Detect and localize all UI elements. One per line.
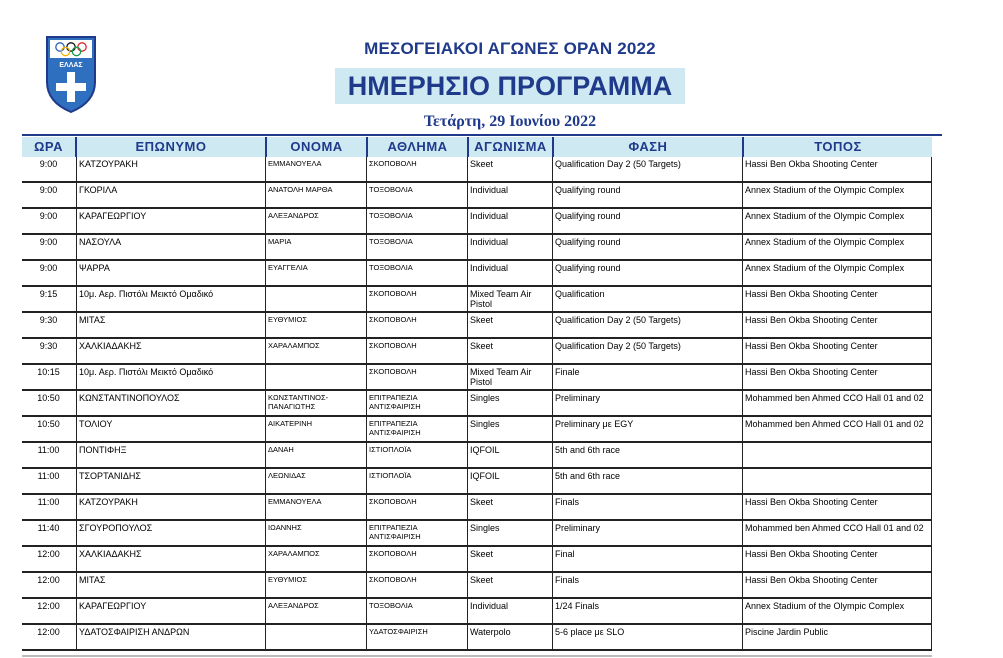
table-row	[22, 469, 932, 495]
cell-name: ΧΑΡΑΛΑΜΠΟΣ	[265, 547, 366, 571]
cell-time: 9:00	[39, 211, 58, 221]
cell-sport: ΣΚΟΠΟΒΟΛΗ	[366, 573, 467, 597]
table-row	[22, 261, 932, 287]
cell-sport: ΣΚΟΠΟΒΟΛΗ	[366, 287, 467, 311]
col-header-name: ΟΝΟΜΑ	[290, 139, 343, 154]
cell-time: 11:00	[37, 497, 60, 507]
cell-event: Singles	[467, 417, 552, 441]
table-row	[22, 495, 932, 521]
cell-phase: Preliminary με EGY	[552, 417, 742, 441]
cell-phase: Qualification Day 2 (50 Targets)	[552, 339, 742, 363]
cell-venue: Annex Stadium of the Olympic Complex	[742, 235, 932, 259]
cell-venue: Mohammed ben Ahmed CCO Hall 01 and 02	[742, 521, 932, 545]
cell-surname: ΨΑΡΡΑ	[76, 261, 265, 285]
cell-event: Mixed Team Air Pistol	[467, 365, 552, 389]
cell-surname: ΥΔΑΤΟΣΦΑΙΡΙΣΗ ΑΝΔΡΩΝ	[76, 625, 265, 649]
cell-name: ΛΕΩΝΙΔΑΣ	[265, 469, 366, 493]
cell-surname: ΤΟΛΙΟΥ	[76, 417, 265, 441]
cell-venue: Hassi Ben Okba Shooting Center	[742, 313, 932, 337]
cell-venue: Annex Stadium of the Olympic Complex	[742, 183, 932, 207]
cell-sport: ΙΣΤΙΟΠΛΟΪΑ	[366, 469, 467, 493]
hellenic-olympic-committee-logo	[44, 34, 98, 114]
cell-surname: ΚΑΤΖΟΥΡΑΚΗ	[76, 495, 265, 519]
table-row	[22, 313, 932, 339]
cell-venue	[742, 469, 932, 493]
cell-time: 10:15	[37, 367, 60, 377]
col-header-sport: ΑΘΛΗΜΑ	[387, 139, 448, 154]
cell-sport: ΕΠΙΤΡΑΠΕΖΙΑ ΑΝΤΙΣΦΑΙΡΙΣΗ	[366, 391, 467, 415]
cell-name: ΑΙΚΑΤΕΡΙΝΗ	[265, 417, 366, 441]
cell-venue: Hassi Ben Okba Shooting Center	[742, 365, 932, 389]
cell-name: ΑΛΕΞΑΝΔΡΟΣ	[265, 209, 366, 233]
table-row	[22, 547, 932, 573]
table-bottom-rule	[22, 655, 932, 657]
cell-name: ΑΝΑΤΟΛΗ ΜΑΡΘΑ	[265, 183, 366, 207]
cell-surname: 10μ. Αερ. Πιστόλι Μεικτό Ομαδικό	[76, 287, 265, 311]
cell-sport: ΤΟΞΟΒΟΛΙΑ	[366, 183, 467, 207]
cell-event: Individual	[467, 599, 552, 623]
schedule-title: ΗΜΕΡΗΣΙΟ ΠΡΟΓΡΑΜΜΑ	[335, 68, 685, 104]
cell-name: ΔΑΝΑΗ	[265, 443, 366, 467]
cell-name	[265, 287, 366, 311]
cell-event: Individual	[467, 209, 552, 233]
cell-event: IQFOIL	[467, 443, 552, 467]
cell-time: 10:50	[37, 419, 60, 429]
col-header-venue: ΤΟΠΟΣ	[814, 139, 862, 154]
cell-surname: ΚΑΤΖΟΥΡΑΚΗ	[76, 157, 265, 181]
cell-phase: Finals	[552, 495, 742, 519]
table-row	[22, 209, 932, 235]
cell-surname: ΠΟΝΤΙΦΗΞ	[76, 443, 265, 467]
cell-venue: Hassi Ben Okba Shooting Center	[742, 157, 932, 181]
cell-time: 9:00	[39, 159, 58, 169]
cell-surname: ΚΩΝΣΤΑΝΤΙΝΟΠΟΥΛΟΣ	[76, 391, 265, 415]
cell-event: Skeet	[467, 573, 552, 597]
table-row	[22, 365, 932, 391]
cell-event: Mixed Team Air Pistol	[467, 287, 552, 311]
table-row	[22, 443, 932, 469]
cell-name: ΕΥΑΓΓΕΛΙΑ	[265, 261, 366, 285]
cell-phase: Preliminary	[552, 391, 742, 415]
cell-venue: Annex Stadium of the Olympic Complex	[742, 599, 932, 623]
cell-sport: ΤΟΞΟΒΟΛΙΑ	[366, 599, 467, 623]
cell-sport: ΣΚΟΠΟΒΟΛΗ	[366, 547, 467, 571]
cell-phase: 5-6 place με SLO	[552, 625, 742, 649]
cell-time: 12:00	[37, 575, 60, 585]
cell-venue: Hassi Ben Okba Shooting Center	[742, 287, 932, 311]
cell-time: 9:30	[39, 315, 58, 325]
cell-phase: Qualification	[552, 287, 742, 311]
cell-venue: Annex Stadium of the Olympic Complex	[742, 261, 932, 285]
event-title: ΜΕΣΟΓΕΙΑΚΟΙ ΑΓΩΝΕΣ ΟΡΑΝ 2022	[364, 39, 656, 58]
cell-name: ΕΜΜΑΝΟΥΕΛΑ	[265, 495, 366, 519]
cell-event: Waterpolo	[467, 625, 552, 649]
cell-name: ΙΩΑΝΝΗΣ	[265, 521, 366, 545]
cell-time: 9:30	[39, 341, 58, 351]
cell-venue	[742, 443, 932, 467]
cell-name: ΕΥΘΥΜΙΟΣ	[265, 313, 366, 337]
cell-time: 11:00	[37, 471, 60, 481]
cell-time: 9:15	[39, 289, 58, 299]
cell-event: Skeet	[467, 495, 552, 519]
cell-event: Skeet	[467, 157, 552, 181]
table-row	[22, 521, 932, 547]
cell-event: Singles	[467, 521, 552, 545]
cell-surname: 10μ. Αερ. Πιστόλι Μεικτό Ομαδικό	[76, 365, 265, 389]
cell-time: 10:50	[37, 393, 60, 403]
table-row	[22, 417, 932, 443]
col-header-phase: ΦΑΣΗ	[628, 139, 668, 154]
cell-sport: ΕΠΙΤΡΑΠΕΖΙΑ ΑΝΤΙΣΦΑΙΡΙΣΗ	[366, 417, 467, 441]
cell-event: Singles	[467, 391, 552, 415]
cell-surname: ΓΚΟΡΙΛΑ	[76, 183, 265, 207]
cell-sport: ΙΣΤΙΟΠΛΟΪΑ	[366, 443, 467, 467]
cell-venue: Hassi Ben Okba Shooting Center	[742, 547, 932, 571]
cell-sport: ΣΚΟΠΟΒΟΛΗ	[366, 313, 467, 337]
table-row	[22, 157, 932, 183]
table-row	[22, 235, 932, 261]
table-row	[22, 599, 932, 625]
cell-sport: ΤΟΞΟΒΟΛΙΑ	[366, 235, 467, 259]
cell-venue: Piscine Jardin Public	[742, 625, 932, 649]
schedule-table-body	[22, 157, 932, 651]
cell-event: Skeet	[467, 547, 552, 571]
logo-text: ΕΛΛΑΣ	[59, 62, 83, 69]
cell-name: ΕΥΘΥΜΙΟΣ	[265, 573, 366, 597]
table-row	[22, 391, 932, 417]
cell-venue: Hassi Ben Okba Shooting Center	[742, 339, 932, 363]
cell-event: Individual	[467, 235, 552, 259]
table-row	[22, 287, 932, 313]
cell-name: ΚΩΝΣΤΑΝΤΙΝΟΣ-ΠΑΝΑΓΙΩΤΗΣ	[265, 391, 366, 415]
cell-name	[265, 365, 366, 389]
cell-name: ΑΛΕΞΑΝΔΡΟΣ	[265, 599, 366, 623]
cell-surname: ΜΙΤΑΣ	[76, 573, 265, 597]
cell-surname: ΝΑΣΟΥΛΑ	[76, 235, 265, 259]
cell-surname: ΤΣΟΡΤΑΝΙΔΗΣ	[76, 469, 265, 493]
schedule-date: Τετάρτη, 29 Ιουνίου 2022	[423, 113, 597, 130]
cell-phase: Preliminary	[552, 521, 742, 545]
cell-surname: ΜΙΤΑΣ	[76, 313, 265, 337]
cell-sport: ΣΚΟΠΟΒΟΛΗ	[366, 339, 467, 363]
cell-event: Skeet	[467, 339, 552, 363]
table-row	[22, 625, 932, 651]
cell-sport: ΕΠΙΤΡΑΠΕΖΙΑ ΑΝΤΙΣΦΑΙΡΙΣΗ	[366, 521, 467, 545]
cell-event: IQFOIL	[467, 469, 552, 493]
cell-time: 12:00	[37, 601, 60, 611]
cell-phase: Qualifying round	[552, 183, 742, 207]
cell-time: 12:00	[37, 627, 60, 637]
col-header-event: ΑΓΩΝΙΣΜΑ	[474, 139, 547, 154]
cell-sport: ΤΟΞΟΒΟΛΙΑ	[366, 261, 467, 285]
cell-sport: ΣΚΟΠΟΒΟΛΗ	[366, 495, 467, 519]
cell-venue: Mohammed ben Ahmed CCO Hall 01 and 02	[742, 417, 932, 441]
cell-phase: Finale	[552, 365, 742, 389]
cell-surname: ΧΑΛΚΙΑΔΑΚΗΣ	[76, 339, 265, 363]
cell-phase: Qualification Day 2 (50 Targets)	[552, 157, 742, 181]
cell-time: 11:00	[37, 445, 60, 455]
cell-surname: ΣΓΟΥΡΟΠΟΥΛΟΣ	[76, 521, 265, 545]
cell-surname: ΧΑΛΚΙΑΔΑΚΗΣ	[76, 547, 265, 571]
cell-time: 9:00	[39, 237, 58, 247]
cell-sport: ΤΟΞΟΒΟΛΙΑ	[366, 209, 467, 233]
cell-phase: Qualifying round	[552, 209, 742, 233]
cell-phase: 5th and 6th race	[552, 469, 742, 493]
table-header	[22, 137, 932, 157]
cell-name: ΧΑΡΑΛΑΜΠΟΣ	[265, 339, 366, 363]
col-header-time: ΩΡΑ	[33, 139, 64, 154]
cell-venue: Hassi Ben Okba Shooting Center	[742, 573, 932, 597]
cell-venue: Mohammed ben Ahmed CCO Hall 01 and 02	[742, 391, 932, 415]
cell-venue: Annex Stadium of the Olympic Complex	[742, 209, 932, 233]
table-row	[22, 183, 932, 209]
table-row	[22, 573, 932, 599]
table-row	[22, 339, 932, 365]
cell-time: 9:00	[39, 185, 58, 195]
cell-phase: Qualifying round	[552, 261, 742, 285]
cell-phase: 5th and 6th race	[552, 443, 742, 467]
cell-phase: 1/24 Finals	[552, 599, 742, 623]
cell-surname: ΚΑΡΑΓΕΩΡΓΙΟΥ	[76, 599, 265, 623]
cell-time: 9:00	[39, 263, 58, 273]
header-top-rule	[22, 134, 942, 136]
cell-sport: ΥΔΑΤΟΣΦΑΙΡΙΣΗ	[366, 625, 467, 649]
cell-name	[265, 625, 366, 649]
col-header-surname: ΕΠΩΝΥΜΟ	[135, 139, 207, 154]
cell-time: 11:40	[37, 523, 60, 533]
cell-time: 12:00	[37, 549, 60, 559]
cell-event: Individual	[467, 183, 552, 207]
cell-event: Individual	[467, 261, 552, 285]
cell-phase: Qualification Day 2 (50 Targets)	[552, 313, 742, 337]
cell-name: ΕΜΜΑΝΟΥΕΛΑ	[265, 157, 366, 181]
cell-sport: ΣΚΟΠΟΒΟΛΗ	[366, 157, 467, 181]
cell-phase: Finals	[552, 573, 742, 597]
cell-phase: Qualifying round	[552, 235, 742, 259]
cell-event: Skeet	[467, 313, 552, 337]
cell-venue: Hassi Ben Okba Shooting Center	[742, 495, 932, 519]
cell-surname: ΚΑΡΑΓΕΩΡΓΙΟΥ	[76, 209, 265, 233]
cell-name: ΜΑΡΙΑ	[265, 235, 366, 259]
cell-phase: Final	[552, 547, 742, 571]
cell-sport: ΣΚΟΠΟΒΟΛΗ	[366, 365, 467, 389]
